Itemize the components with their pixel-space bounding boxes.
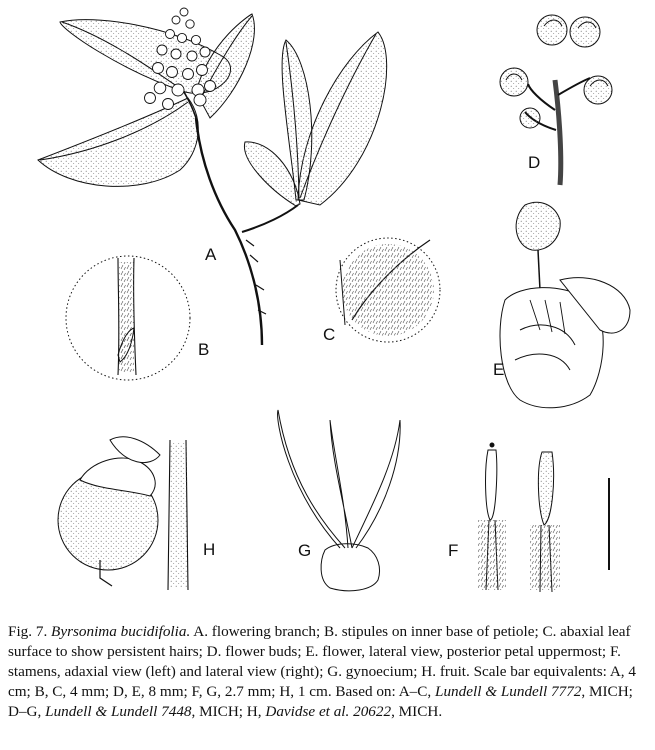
label-g: G <box>298 541 312 560</box>
label-b: B <box>198 340 210 359</box>
caption-fig-number: Fig. 7. <box>8 623 48 640</box>
label-a: A <box>205 245 217 264</box>
figure-g-gynoecium <box>278 410 401 591</box>
figure-b-stipules <box>66 256 190 380</box>
caption-collection-2: Lundell & Lundell 7448 <box>45 703 192 720</box>
caption-species: Byrsonima bucidifolia. <box>51 623 191 640</box>
label-f: F <box>448 541 459 560</box>
figure-d-flower-buds <box>500 15 612 185</box>
caption-collection-1: Lundell & Lundell 7772 <box>435 683 582 700</box>
caption-collection-3: Davidse et al. 20622 <box>265 703 392 720</box>
caption-text-2: , MICH; D–G, <box>8 683 633 720</box>
figure-c-leaf-surface <box>336 238 440 342</box>
caption-text-1: A. flowering branch; B. stipules on inner base of petiole; C. abaxial leaf surface to show persistent hairs; D. flower buds; E. flower, lateral view, posterior petal uppermost; F. stamens, adaxial view (left) and lateral view (right); G. gynoecium; H. fruit. Scale bar equivalents: A, 4 cm; B, C, 4 mm; D, E, 8 mm; F, G, 2.7 mm; H, 1 cm. Based on: A–C, <box>8 623 636 700</box>
label-c: C <box>323 325 336 344</box>
figure-h-fruit <box>58 437 188 590</box>
caption-text-3: , MICH; H, <box>191 703 266 720</box>
figure-a-flowering-branch <box>38 8 387 345</box>
figure-f-stamens <box>478 443 560 592</box>
figure-e-flower-lateral <box>500 202 630 408</box>
label-d: D <box>528 153 541 172</box>
label-e: E <box>493 360 505 379</box>
figure-caption <box>8 622 652 722</box>
label-h: H <box>203 540 216 559</box>
caption-text-4: , MICH. <box>391 703 443 720</box>
